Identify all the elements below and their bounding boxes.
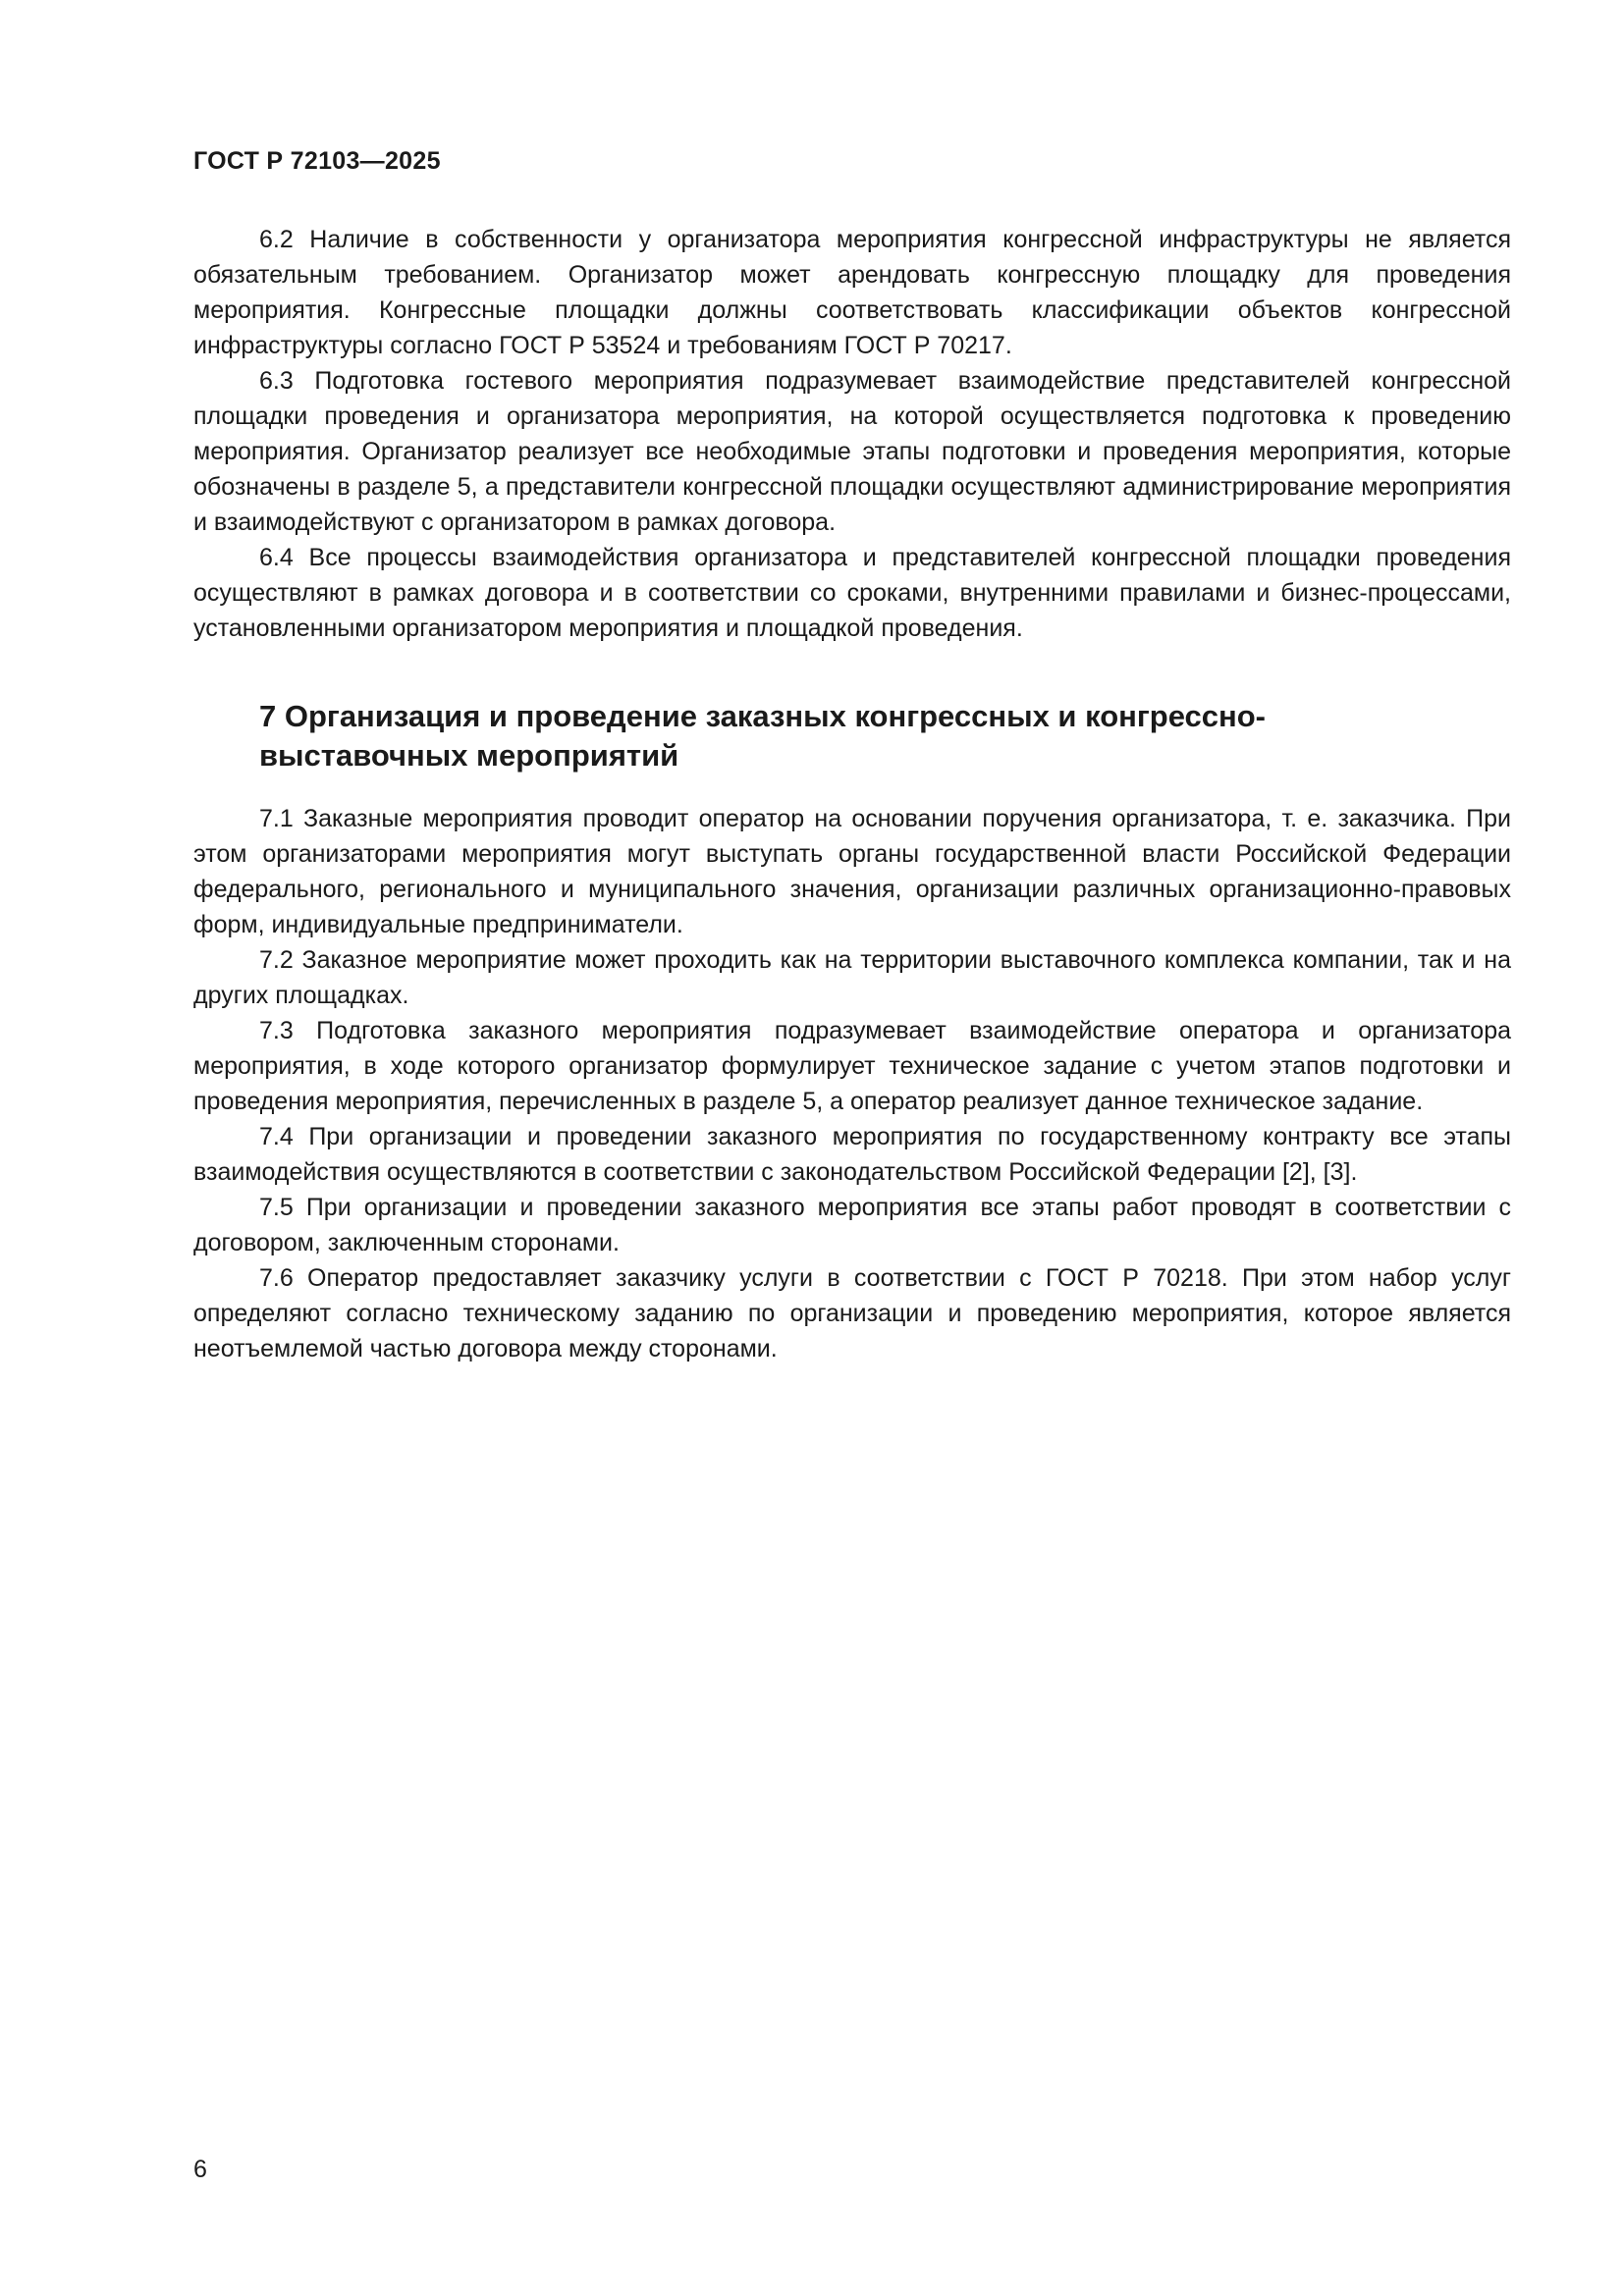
page-number: 6 (193, 2156, 207, 2183)
page-content (193, 222, 1511, 1366)
paragraph-7-2: 7.2 Заказное мероприятие может проходить как на территории выставочного комплекса компании, так и на других площадках. (193, 946, 1511, 1009)
paragraph-6-4: 6.4 Все процессы взаимодействия организатора и представителей конгрессной площадки проведения осуществляют в рамках договора и в соответствии со сроками, внутренними правилами и бизнес-процессами, установленными организатором мероприятия и площадкой проведения. (193, 544, 1511, 642)
paragraph-7-4: 7.4 При организации и проведении заказного мероприятия по государственному контракту все этапы взаимодействия осуществляются в соответствии с законодательством Российской Федерации [2], [3]. (193, 1123, 1511, 1186)
paragraph-7-1: 7.1 Заказные мероприятия проводит оператор на основании поручения организатора, т. е. заказчика. При этом организаторами мероприятия могут выступать органы государственной власти Российской Федерации федерального, регионального и муниципального значения, организации различных организационно-правовых форм, индивидуальные предприниматели. (193, 805, 1511, 938)
paragraph-6-3: 6.3 Подготовка гостевого мероприятия подразумевает взаимодействие представителей конгрессной площадки проведения и организатора мероприятия, на которой осуществляется подготовка к проведению мероприятия. Организатор реализует все необходимые этапы подготовки и проведения мероприятия, которые обозначены в разделе 5, а представители конгрессной площадки осуществляют администрирование мероприятия и взаимодействуют с организатором в рамках договора. (193, 367, 1511, 536)
paragraph-6-2: 6.2 Наличие в собственности у организатора мероприятия конгрессной инфраструктуры не является обязательным требованием. Организатор может арендовать конгрессную площадку для проведения мероприятия. Конгрессные площадки должны соответствовать классификации объектов конгрессной инфраструктуры согласно ГОСТ Р 53524 и требованиям ГОСТ Р 70217. (193, 226, 1511, 359)
paragraph-7-3: 7.3 Подготовка заказного мероприятия подразумевает взаимодействие оператора и организатора мероприятия, в ходе которого организатор формулирует техническое задание с учетом этапов подготовки и проведения мероприятия, перечисленных в разделе 5, а оператор реализует данное техническое задание. (193, 1017, 1511, 1115)
paragraph-7-6: 7.6 Оператор предоставляет заказчику услуги в соответствии с ГОСТ Р 70218. При этом набор услуг определяют согласно техническому заданию по организации и проведению мероприятия, которое является неотъемлемой частью договора между сторонами. (193, 1264, 1511, 1362)
section-7-title: 7 Организация и проведение заказных конгрессных и конгрессно-выставочных мероприятий (259, 699, 1266, 773)
document-code-header: ГОСТ Р 72103—2025 (193, 147, 441, 175)
paragraph-7-5: 7.5 При организации и проведении заказного мероприятия все этапы работ проводят в соответствии с договором, заключенным сторонами. (193, 1194, 1511, 1256)
